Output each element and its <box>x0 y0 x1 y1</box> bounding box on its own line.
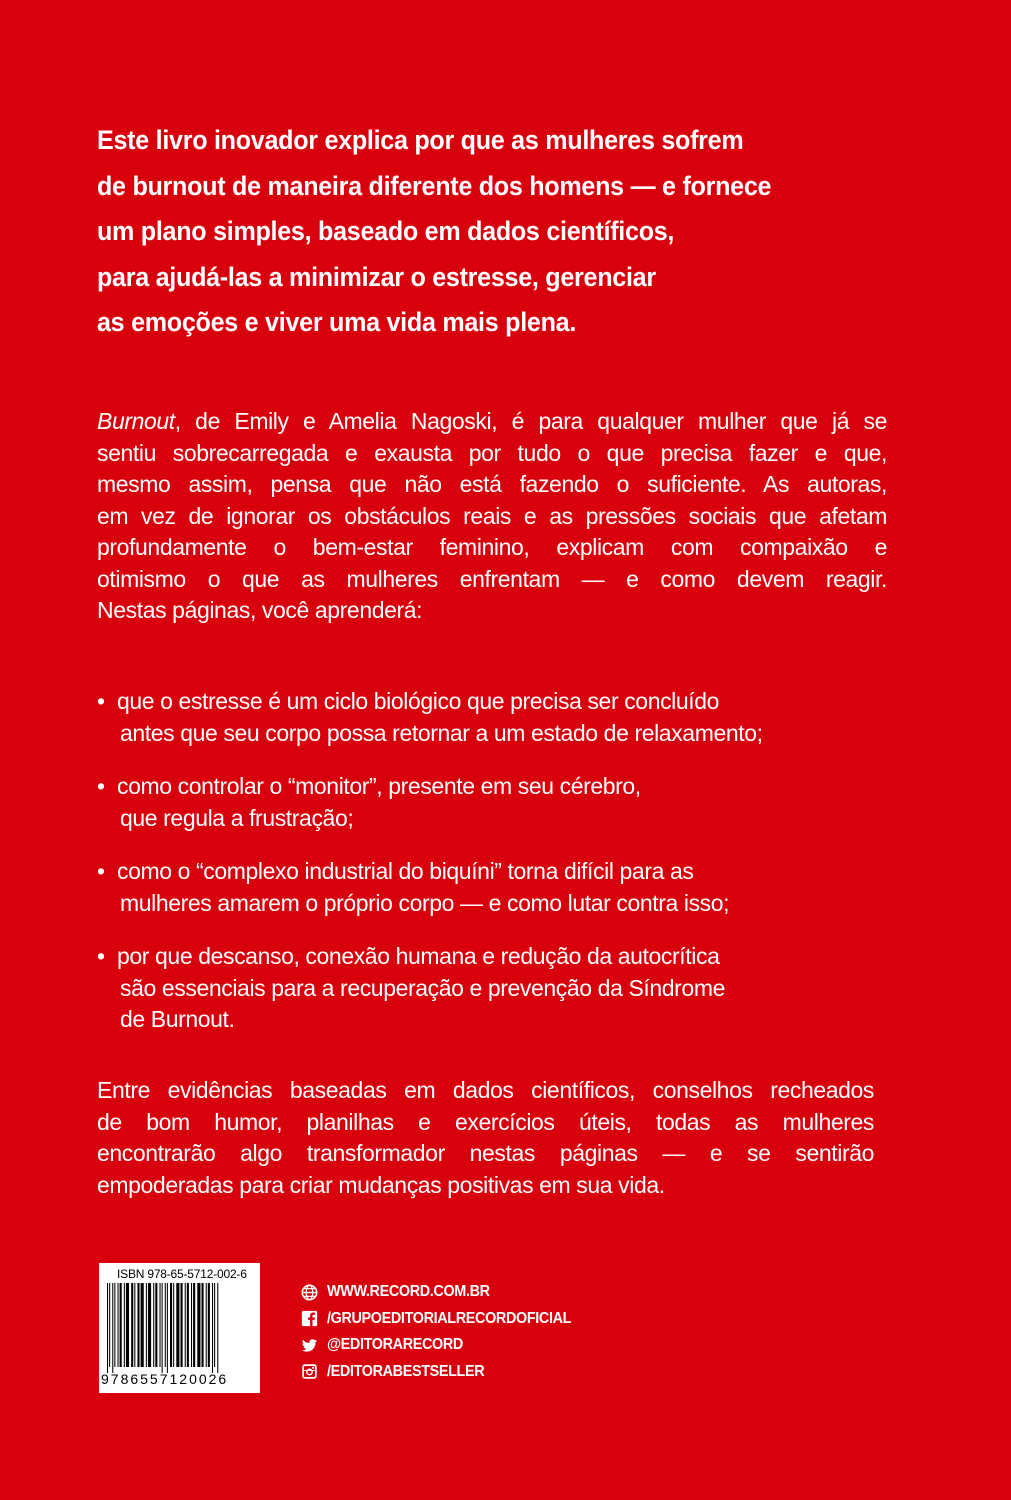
barcode-bar <box>153 1283 154 1367</box>
barcode-bar <box>206 1283 207 1367</box>
barcode-bars <box>105 1283 255 1373</box>
bullet-line: que o estresse é um ciclo biológico que precisa ser concluído <box>117 688 720 714</box>
barcode-bar <box>131 1283 133 1367</box>
barcode-bar <box>134 1283 135 1367</box>
bullet-marker: • <box>97 773 105 799</box>
globe-icon <box>301 1284 318 1301</box>
closing-line: de bom humor, planilhas e exercícios úteis, todas as mulheres <box>97 1108 874 1135</box>
barcode-bar <box>148 1283 151 1367</box>
bullet-list <box>97 686 887 1058</box>
barcode-bar <box>165 1283 166 1367</box>
barcode-bar <box>212 1283 213 1373</box>
barcode-bar <box>193 1283 195 1367</box>
social-item-website[interactable] <box>301 1279 598 1306</box>
social-item-instagram[interactable] <box>301 1359 598 1386</box>
intro-first-line-text: , de Emily e Amelia Nagoski, é para qualquer mulher que já se <box>174 408 887 434</box>
barcode-bar <box>173 1283 174 1367</box>
intro-line: mesmo assim, pensa que não está fazendo o suficiente. As autoras, <box>97 471 887 497</box>
barcode-bar <box>167 1283 168 1373</box>
barcode-bar <box>217 1283 218 1373</box>
social-links <box>301 1279 598 1385</box>
bullet-line: que regula a frustração; <box>120 804 354 831</box>
barcode-bar <box>162 1283 163 1373</box>
barcode-bar <box>202 1283 204 1367</box>
bullet-item <box>97 686 887 749</box>
barcode-bar <box>160 1283 161 1367</box>
barcode-bar <box>126 1283 129 1367</box>
isbn-barcode <box>99 1263 260 1393</box>
barcode-bar <box>176 1283 179 1367</box>
social-item-twitter[interactable] <box>301 1332 598 1359</box>
barcode-bar <box>118 1283 119 1367</box>
barcode-bar <box>191 1283 192 1367</box>
closing-paragraph <box>97 1075 874 1201</box>
bullet-line: de Burnout. <box>120 1006 235 1032</box>
barcode-bar <box>114 1283 115 1367</box>
headline-line: para ajudá-las a minimizar o estresse, gerenciar <box>97 261 656 292</box>
social-label: @EDITORARECORD <box>327 1336 463 1354</box>
barcode-bar <box>214 1283 215 1367</box>
twitter-icon <box>301 1337 318 1354</box>
social-label: /EDITORABESTSELLER <box>327 1362 485 1380</box>
closing-line: encontrarão algo transformador nestas páginas — e se sentirão <box>97 1140 874 1166</box>
bullet-line: são essenciais para a recuperação e prevenção da Síndrome <box>120 974 725 1001</box>
barcode-bar <box>120 1283 122 1367</box>
headline-line: de burnout de maneira diferente dos homens — e fornece <box>97 170 772 201</box>
bullet-line: como o “complexo industrial do biquíni” torna difícil para as <box>117 858 694 884</box>
book-title: Burnout <box>97 408 175 434</box>
headline-line: as emoções e viver uma vida mais plena. <box>97 307 577 337</box>
barcode-bar <box>137 1283 139 1367</box>
barcode-bar <box>185 1283 186 1367</box>
intro-line: profundamente o bem-estar feminino, explicam com compaixão e <box>97 534 887 560</box>
barcode-bar <box>146 1283 147 1367</box>
headline-line: Este livro inovador explica por que as mulheres sofrem <box>97 125 744 155</box>
barcode-bar <box>124 1283 125 1367</box>
barcode-bar <box>170 1283 172 1367</box>
barcode-bar <box>197 1283 200 1367</box>
barcode-digits: 9786557120026 <box>101 1371 229 1387</box>
barcode-bar <box>155 1283 157 1367</box>
headline <box>97 118 917 346</box>
barcode-bar <box>107 1283 108 1373</box>
intro-line <box>97 406 887 438</box>
bullet-item <box>97 771 887 834</box>
bullet-line: por que descanso, conexão humana e redução da autocrítica <box>117 943 720 969</box>
intro-paragraph <box>97 406 887 627</box>
facebook-icon <box>301 1310 318 1327</box>
bullet-item <box>97 856 887 919</box>
intro-line: em vez de ignorar os obstáculos reais e as pressões sociais que afetam <box>97 502 887 529</box>
bullet-marker: • <box>97 688 105 714</box>
barcode-bar <box>187 1283 189 1367</box>
bullet-marker: • <box>97 858 105 884</box>
barcode-bar <box>141 1283 144 1367</box>
intro-line: sentiu sobrecarregada e exausta por tudo o que precisa fazer e que, <box>97 439 887 466</box>
closing-line: empoderadas para criar mudanças positivas em sua vida. <box>97 1171 665 1198</box>
intro-line: Nestas páginas, você aprenderá: <box>97 597 423 623</box>
barcode-bar <box>181 1283 183 1367</box>
barcode-bar <box>112 1283 113 1373</box>
social-label: WWW.RECORD.COM.BR <box>327 1283 490 1301</box>
bullet-line: antes que seu corpo possa retornar a um estado de relaxamento; <box>120 719 763 746</box>
isbn-label: ISBN 978-65-5712-002-6 <box>117 1267 247 1281</box>
closing-line: Entre evidências baseadas em dados científicos, conselhos recheados <box>97 1077 874 1103</box>
barcode-bar <box>109 1283 110 1367</box>
bullet-line: mulheres amarem o próprio corpo — e como lutar contra isso; <box>120 889 730 916</box>
bullet-line: como controlar o “monitor”, presente em seu cérebro, <box>117 773 641 799</box>
intro-line: otimismo o que as mulheres enfrentam — e como devem reagir. <box>97 565 887 592</box>
social-label: /GRUPOEDITORIALRECORDOFICIAL <box>327 1309 572 1327</box>
social-item-facebook[interactable] <box>301 1306 598 1333</box>
barcode-bar <box>208 1283 210 1367</box>
instagram-icon <box>301 1363 318 1380</box>
headline-line: um plano simples, baseado em dados científicos, <box>97 216 675 246</box>
bullet-item <box>97 941 887 1036</box>
bullet-marker: • <box>97 943 105 969</box>
